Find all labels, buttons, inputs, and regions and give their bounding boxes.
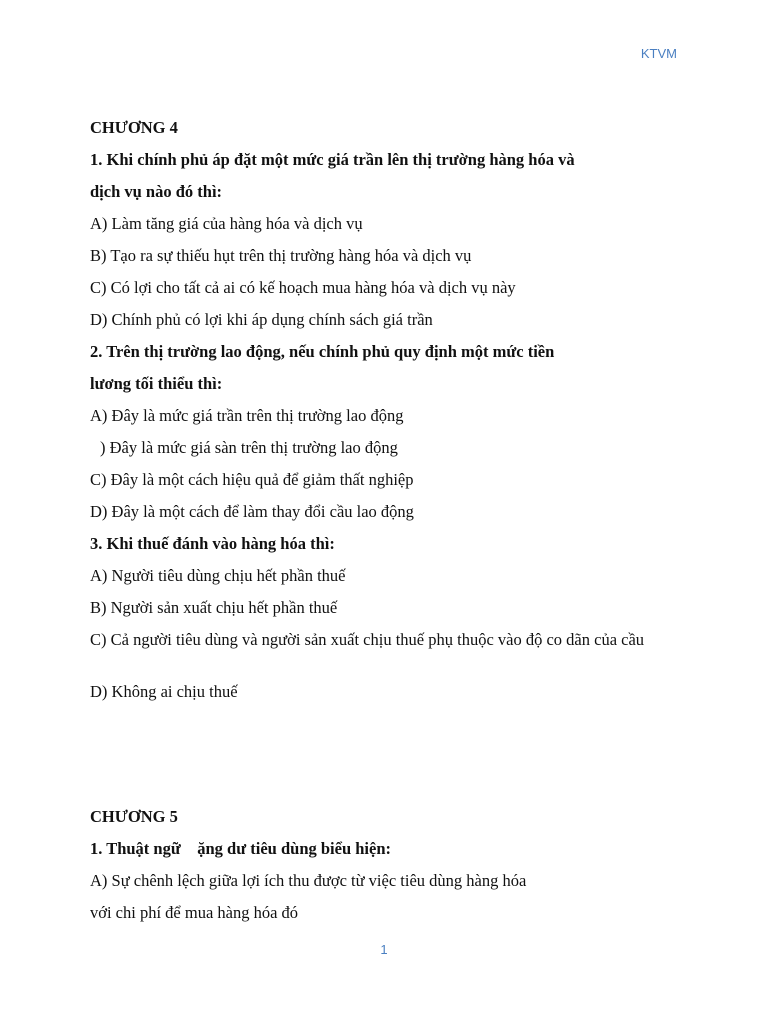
ch5-q1-option-a-line1: A) Sự chênh lệch giữa lợi ích thu được từ việc tiêu dùng hàng hóa [90,871,527,890]
ch4-q1-question-line1: 1. Khi chính phủ áp đặt một mức giá trần lên thị trường hàng hóa và [90,150,575,169]
ch4-q3-question-line1: 3. Khi thuế đánh vào hàng hóa thì: [90,534,335,553]
ch4-q1-option-c: C) Có lợi cho tất cả ai có kế hoạch mua hàng hóa và dịch vụ này [90,278,516,297]
ch4-q3-option-c: C) Cả người tiêu dùng và người sản xuất chịu thuế phụ thuộc vào độ co dãn của cầu [90,630,645,649]
page-number: 1 [380,942,388,957]
ch4-q1-option-d: D) Chính phủ có lợi khi áp dụng chính sách giá trần [90,310,433,329]
spacer [90,708,710,801]
chapter-4-title: CHƯƠNG 4 [90,118,178,137]
header-mark: KTVM [640,46,677,61]
ch4-q2-option-c: C) Đây là một cách hiệu quả để giảm thất nghiệp [90,470,414,489]
ch4-q2-option-b: ) Đây là mức giá sàn trên thị trường lao động [100,438,398,457]
ch4-q1-option-b: B) Tạo ra sự thiếu hụt trên thị trường hàng hóa và dịch vụ [90,246,472,265]
ch4-q2-option-d: D) Đây là một cách để làm thay đổi cầu lao động [90,502,414,521]
document-body [90,112,710,929]
spacer [90,656,710,676]
ch4-q3-option-a: A) Người tiêu dùng chịu hết phần thuế [90,566,346,585]
ch4-q2-question-line2: lương tối thiểu thì: [90,374,223,393]
ch4-q3-option-d: D) Không ai chịu thuế [90,682,238,701]
ch5-q1-question-line1: 1. Thuật ngữ ặng dư tiêu dùng biểu hiện: [90,839,392,858]
ch5-q1-option-a-line2: với chi phí để mua hàng hóa đó [90,903,299,922]
ch4-q3-option-b: B) Người sản xuất chịu hết phần thuế [90,598,338,617]
ch4-q2-question-line1: 2. Trên thị trường lao động, nếu chính phủ quy định một mức tiền [90,342,555,361]
ch4-q1-option-a: A) Làm tăng giá của hàng hóa và dịch vụ [90,214,363,233]
chapter-5-title: CHƯƠNG 5 [90,807,178,826]
ch4-q1-question-line2: dịch vụ nào đó thì: [90,182,223,201]
ch4-q2-option-a: A) Đây là mức giá trần trên thị trường lao động [90,406,404,425]
